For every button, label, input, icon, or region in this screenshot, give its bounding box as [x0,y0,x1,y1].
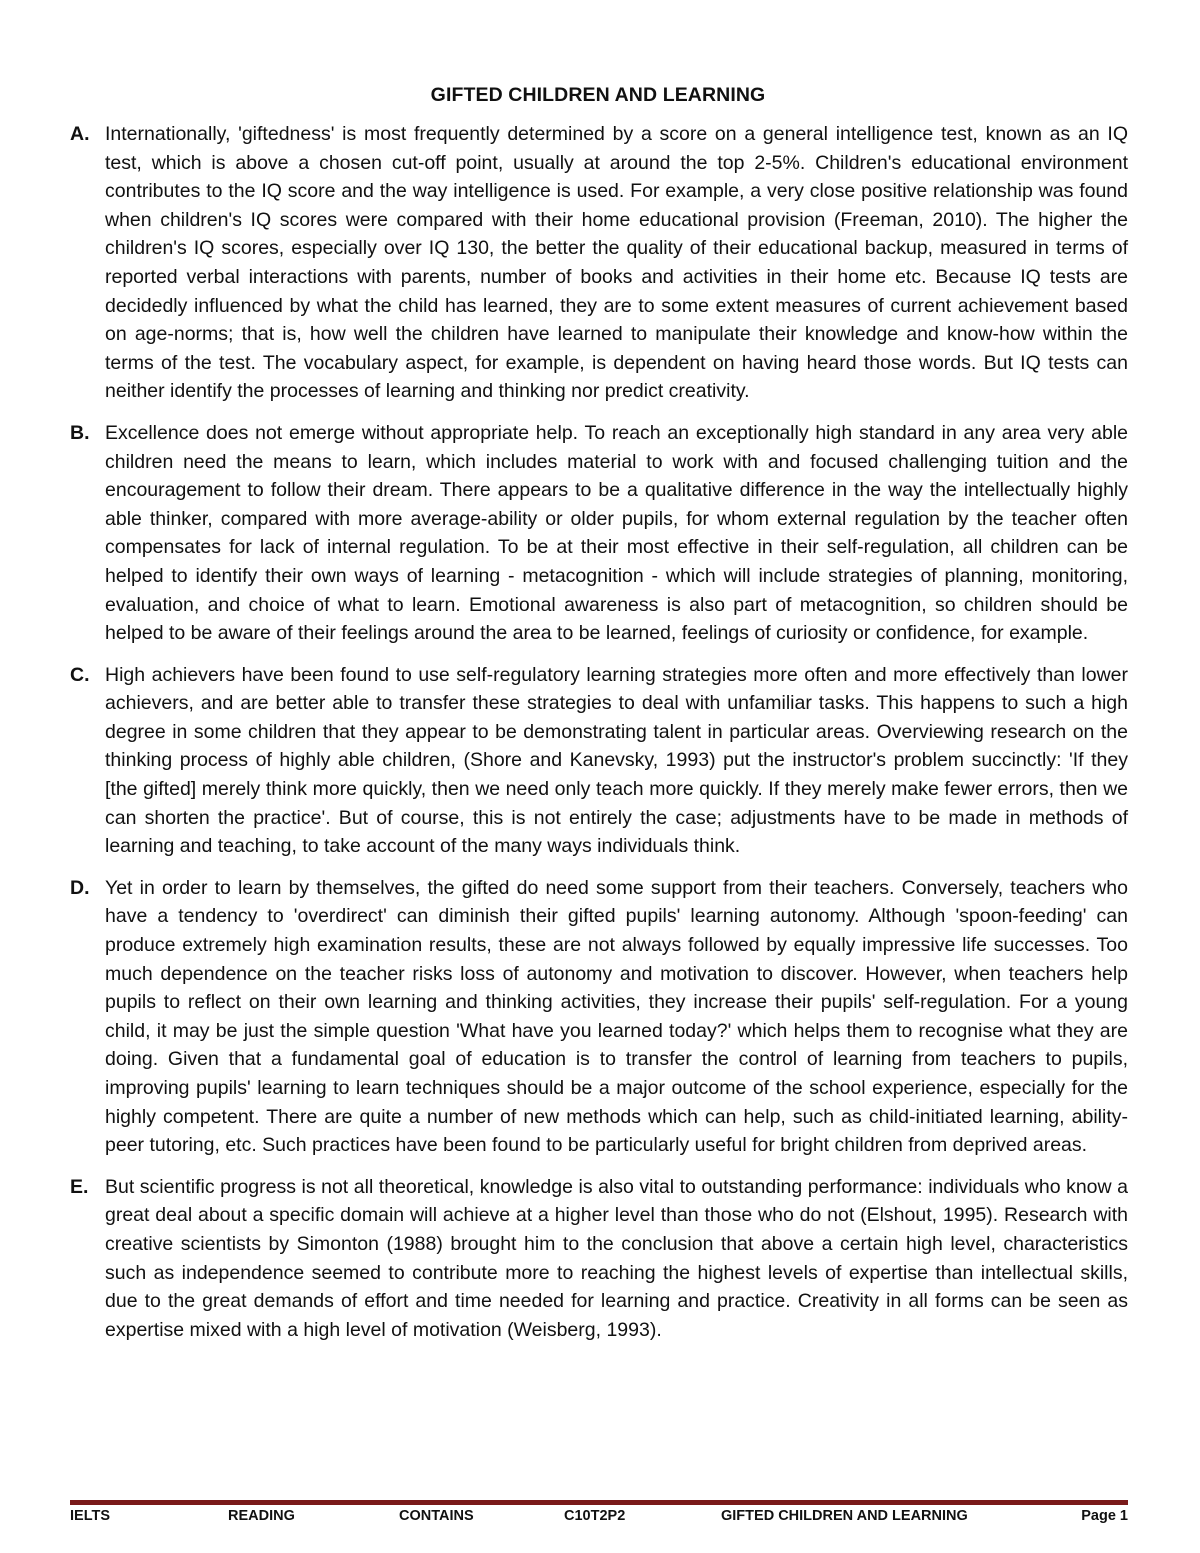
document-body [70,120,1128,1357]
paragraph-b [70,419,1128,648]
footer-contains: CONTAINS [399,1508,474,1524]
footer-page-number: Page 1 [1081,1508,1128,1524]
paragraph-letter: A. [70,123,90,145]
paragraph-a [70,120,1128,406]
paragraph-text: Internationally, 'giftedness' is most frequently determined by a score on a general intelligence test, known as an IQ test, which is above a chosen cut-off point, usually at around the top 2-5%. Children's educational environment contributes to the IQ score and the way intelligence is used. For example, a very close positive relationship was found when children's IQ scores were compared with their home educational provision (Freeman, 2010). The higher the children's IQ scores, especially over IQ 130, the better the quality of their educational backup, measured in terms of reported verbal interactions with parents, number of books and activities in their home etc. Because IQ tests are decidedly influenced by what the child has learned, they are to some extent measures of current achievement based on age-norms; that is, how well the children have learned to manipulate their knowledge and know-how within the terms of the test. The vocabulary aspect, for example, is dependent on having heard those words. But IQ tests can neither identify the processes of learning and thinking nor predict creativity. [105,123,1128,403]
paragraph-c [70,661,1128,861]
paragraph-letter: B. [70,421,90,444]
paragraph-letter: E. [70,1175,89,1198]
page-title: GIFTED CHILDREN AND LEARNING [430,84,766,106]
paragraph-letter: D. [70,876,90,899]
page-footer [70,1508,1128,1528]
paragraph-text: Excellence does not emerge without appropriate help. To reach an exceptionally high standard in any area very able children need the means to learn, which includes material to work with and focused challenging tuition and the encouragement to follow their dream. There appears to be a qualitative difference in the way the intellectually highly able thinker, compared with more average-ability or older pupils, for whom external regulation by the teacher often compensates for lack of internal regulation. To be at their most effective in their self-regulation, all children can be helped to identify their own ways of learning - metacognition - which will include strategies of planning, monitoring, evaluation, and choice of what to learn. Emotional awareness is also part of metacognition, so children should be helped to be aware of their feelings around the area to be learned, feelings of curiosity or confidence, for example. [105,421,1128,645]
footer-title: GIFTED CHILDREN AND LEARNING [721,1508,968,1524]
paragraph-letter: C. [70,663,90,686]
footer-code: C10T2P2 [564,1508,626,1524]
footer-exam: IELTS [70,1508,111,1524]
paragraph-text: High achievers have been found to use self-regulatory learning strategies more often and more effectively than lower achievers, and are better able to transfer these strategies to deal with unfamiliar tasks. This happens to such a high degree in some children that they appear to be demonstrating talent in particular areas. Overviewing research on the thinking process of highly able children, (Shore and Kanevsky, 1993) put the instructor's problem succinctly: 'If they [the gifted] merely think more quickly, then we need only teach more quickly. If they merely make fewer errors, then we can shorten the practice'. But of course, this is not entirely the case; adjustments have to be made in methods of learning and teaching, to take account of the many ways individuals think. [105,663,1128,858]
footer-divider [70,1500,1128,1505]
paragraph-d [70,874,1128,1160]
paragraph-text: But scientific progress is not all theoretical, knowledge is also vital to outstanding performance: individuals who know a great deal about a specific domain will achieve at a higher level than those who do not (Elshout, 1995). Research with creative scientists by Simonton (1988) brought him to the conclusion that above a certain high level, characteristics such as independence seemed to contribute more to reaching the highest levels of expertise than intellectual skills, due to the great demands of effort and time needed for learning and practice. Creativity in all forms can be seen as expertise mixed with a high level of motivation (Weisberg, 1993). [105,1175,1128,1341]
paragraph-e [70,1173,1128,1345]
paragraph-text: Yet in order to learn by themselves, the gifted do need some support from their teachers. Conversely, teachers who have a tendency to 'overdirect' can diminish their gifted pupils' learning autonomy. Although 'spoon-feeding' can produce extremely high examination results, these are not always followed by equally impressive life successes. Too much dependence on the teacher risks loss of autonomy and motivation to discover. However, when teachers help pupils to reflect on their own learning and thinking activities, they increase their pupils' self-regulation. For a young child, it may be just the simple question 'What have you learned today?' which helps them to recognise what they are doing. Given that a fundamental goal of education is to transfer the control of learning from teachers to pupils, improving pupils' learning to learn techniques should be a major outcome of the school experience, especially for the highly competent. There are quite a number of new methods which can help, such as child-initiated learning, ability-peer tutoring, etc. Such practices have been found to be particularly useful for bright children from deprived areas. [105,876,1128,1157]
footer-section: READING [228,1508,295,1524]
